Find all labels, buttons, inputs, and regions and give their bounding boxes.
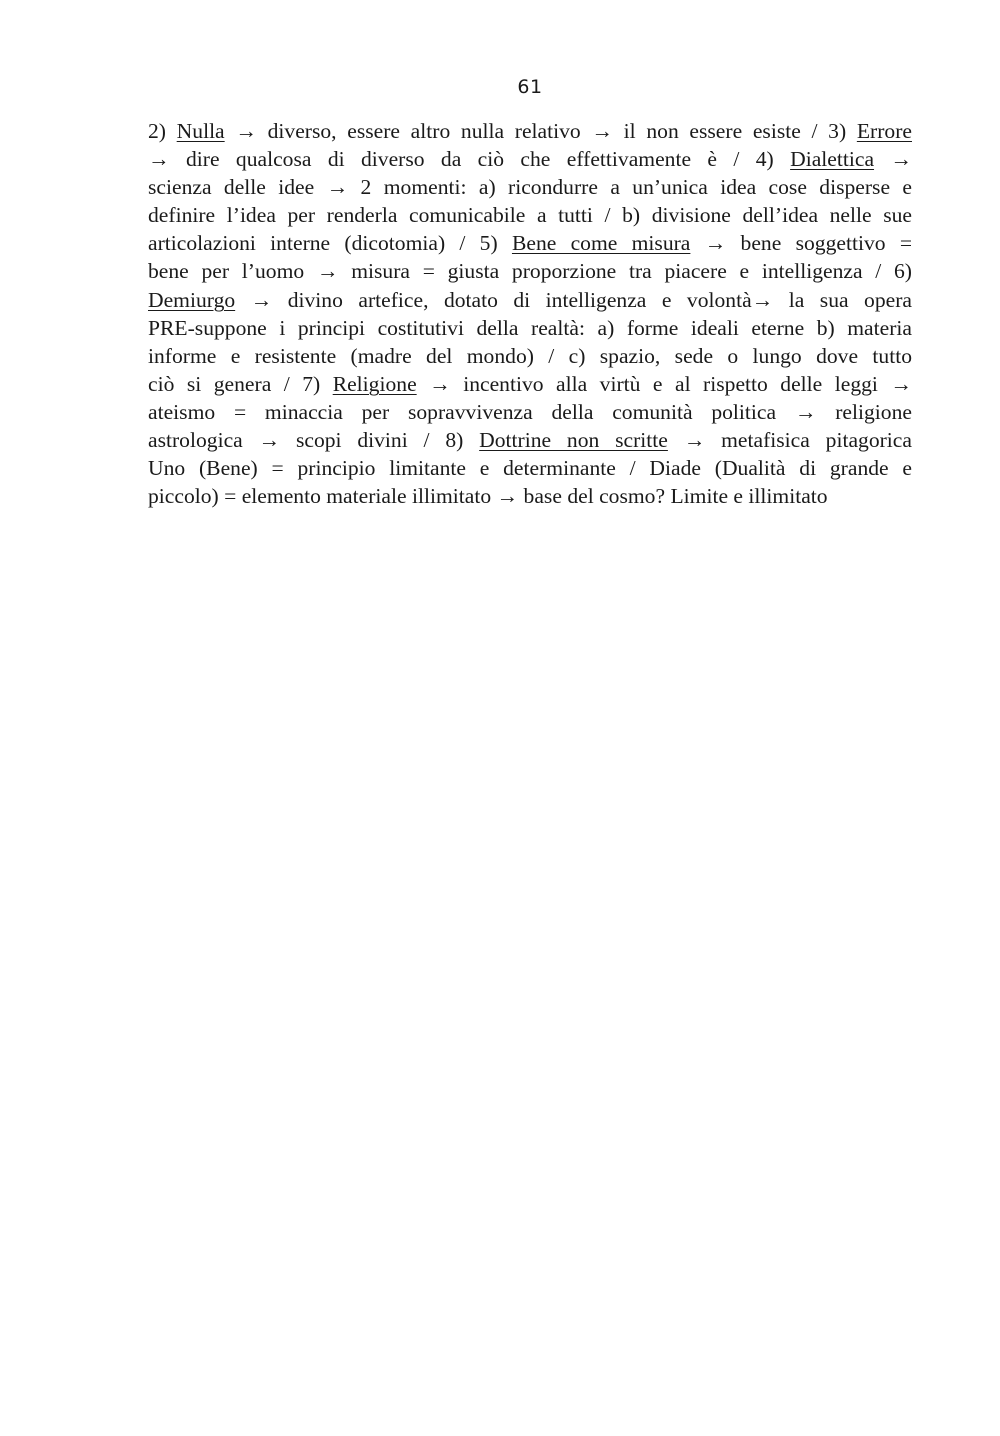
text-line: PRE-suppone i principi costitutivi della realtà: a) forme ideali eterne b) materia — [148, 315, 912, 340]
text-line — [148, 229, 912, 257]
term-dottrine-non-scritte: Dottrine non scritte — [479, 428, 668, 453]
text-segment: → diverso, essere altro nulla relativo → il non essere esiste / 3) — [224, 119, 857, 143]
text-line: scienza delle idee → 2 momenti: a) ricondurre a un’unica idea cose disperse e — [148, 175, 912, 200]
text-line: bene per l’uomo → misura = giusta proporzione tra piacere e intelligenza / 6) — [148, 259, 912, 284]
text-segment: → dire qualcosa di diverso da ciò che effettivamente è / 4) — [148, 147, 791, 172]
text-line: Uno (Bene) = principio limitante e determinante / Diade (Dualità di grande e — [148, 456, 912, 481]
text-line — [148, 145, 912, 173]
term-bene-come-misura: Bene come misura — [511, 231, 691, 256]
text-line: piccolo) = elemento materiale illimitato → base del cosmo? Limite e illimitato — [148, 484, 828, 509]
text-segment: → metafisica pitagorica — [667, 428, 912, 453]
term-errore: Errore — [856, 119, 912, 143]
text-segment: astrologica → scopi divini / 8) — [148, 428, 480, 453]
text-segment: ciò si genera / 7) — [148, 371, 333, 396]
text-line — [148, 117, 912, 145]
text-line: definire l’idea per renderla comunicabile a tutti / b) divisione dell’idea nelle sue — [148, 203, 912, 228]
text-line — [148, 426, 912, 454]
text-line — [148, 370, 912, 398]
text-line — [148, 286, 912, 314]
text-segment: → bene soggettivo = — [690, 231, 912, 256]
term-nulla: Nulla — [176, 119, 225, 143]
page-number: 61 — [517, 76, 543, 98]
term-demiurgo: Demiurgo — [148, 287, 236, 312]
text-segment: → — [874, 147, 912, 172]
body-paragraph — [148, 117, 912, 510]
text-line: informe e resistente (madre del mondo) / c) spazio, sede o lungo dove tutto — [148, 343, 912, 368]
text-segment: → incentivo alla virtù e al rispetto delle leggi → — [416, 371, 912, 396]
text-segment: 2) — [148, 119, 177, 143]
text-line: ateismo = minaccia per sopravvivenza della comunità politica → religione — [148, 399, 912, 424]
text-segment: → divino artefice, dotato di intelligenza e volontà→ la sua opera — [235, 287, 912, 312]
term-dialettica: Dialettica — [790, 147, 875, 172]
text-segment: articolazioni interne (dicotomia) / 5) — [148, 231, 512, 256]
term-religione: Religione — [332, 371, 417, 396]
